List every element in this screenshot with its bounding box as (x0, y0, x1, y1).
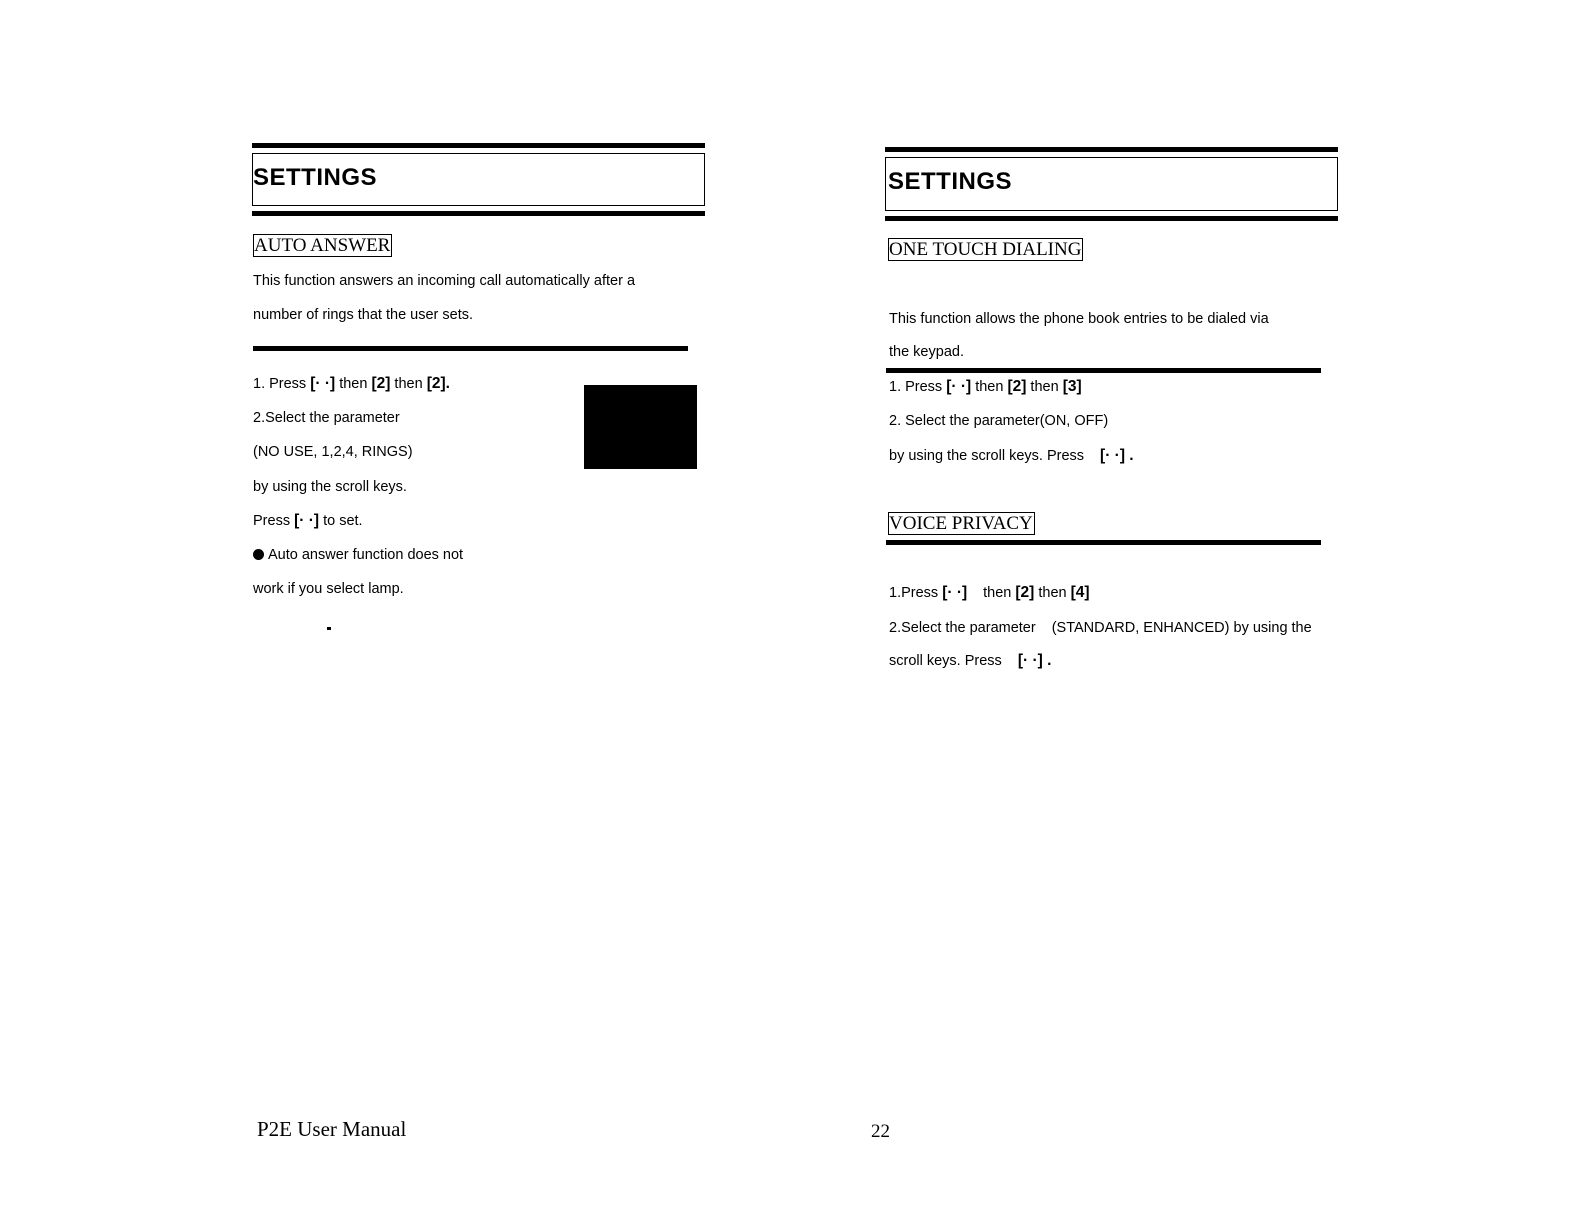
press-text: Press (253, 513, 295, 529)
menu-key: [· ·] (294, 512, 320, 529)
menu-key: [· ·] (310, 375, 336, 392)
one-touch-step2: 2. Select the parameter(ON, OFF) (889, 413, 1109, 429)
auto-answer-step2: 2.Select the parameter (253, 410, 400, 426)
to-set-text: to set. (319, 513, 363, 529)
note-line1: Auto answer function does not (268, 547, 464, 563)
key-2: [2] (1007, 378, 1027, 395)
auto-answer-note (253, 546, 463, 564)
menu-key: [· ·] (942, 584, 968, 601)
one-touch-dialing-label: ONE TOUCH DIALING (889, 239, 1082, 260)
right-section1-divider (886, 368, 1321, 373)
menu-key: [· ·] . (1017, 652, 1052, 669)
step1-prefix: 1.Press (889, 585, 943, 601)
then-text: then (983, 585, 1016, 601)
menu-key: [· ·] . (1100, 447, 1134, 464)
one-touch-description-line2: the keypad. (889, 344, 964, 360)
right-settings-header (885, 147, 1338, 221)
manual-title: P2E User Manual (257, 1117, 407, 1141)
key-3: [3] (1062, 378, 1082, 395)
step3-prefix: by using the scroll keys. Press (889, 448, 1085, 464)
auto-answer-press-set (253, 512, 363, 530)
key-2-end: [2]. (426, 375, 450, 392)
voice-privacy-step1 (889, 584, 1090, 602)
left-settings-header (252, 143, 705, 216)
voice-privacy-label: VOICE PRIVACY (889, 513, 1033, 534)
then-text: then (1026, 379, 1063, 395)
step1-prefix: 1. Press (253, 376, 311, 392)
key-2: [2] (371, 375, 391, 392)
auto-answer-note-line2: work if you select lamp. (253, 581, 404, 597)
then-text: then (335, 376, 372, 392)
voice-privacy-step2 (889, 619, 1312, 637)
redacted-image-block (584, 385, 697, 469)
then-text: then (390, 376, 427, 392)
one-touch-description-line1: This function allows the phone book entries to be dialed via (889, 311, 1269, 327)
key-2: [2] (1015, 584, 1035, 601)
left-settings-title: SETTINGS (253, 164, 378, 191)
right-settings-title: SETTINGS (888, 168, 1013, 195)
stray-mark (327, 627, 331, 630)
voice-privacy-step3 (889, 652, 1051, 670)
auto-answer-step1 (253, 375, 450, 393)
bullet-icon (253, 549, 264, 560)
key-4: [4] (1070, 584, 1090, 601)
page-number: 22 (871, 1121, 890, 1142)
step3-prefix: scroll keys. Press (889, 653, 1002, 669)
step2-prefix: 2.Select the parameter (889, 620, 1036, 636)
one-touch-step3 (889, 447, 1134, 465)
then-text: then (1034, 585, 1071, 601)
step2-options: (STANDARD, ENHANCED) by using the (1051, 620, 1312, 636)
left-section-divider (253, 346, 688, 351)
auto-answer-options: (NO USE, 1,2,4, RINGS) (253, 444, 413, 460)
auto-answer-label: AUTO ANSWER (254, 235, 391, 256)
right-section2-divider (886, 540, 1321, 545)
auto-answer-scroll-text: by using the scroll keys. (253, 479, 407, 495)
step1-prefix: 1. Press (889, 379, 947, 395)
auto-answer-description-line2: number of rings that the user sets. (253, 307, 474, 323)
one-touch-step1 (889, 378, 1082, 396)
auto-answer-description-line1: This function answers an incoming call automatically after a (253, 273, 636, 289)
menu-key: [· ·] (946, 378, 972, 395)
then-text: then (971, 379, 1008, 395)
